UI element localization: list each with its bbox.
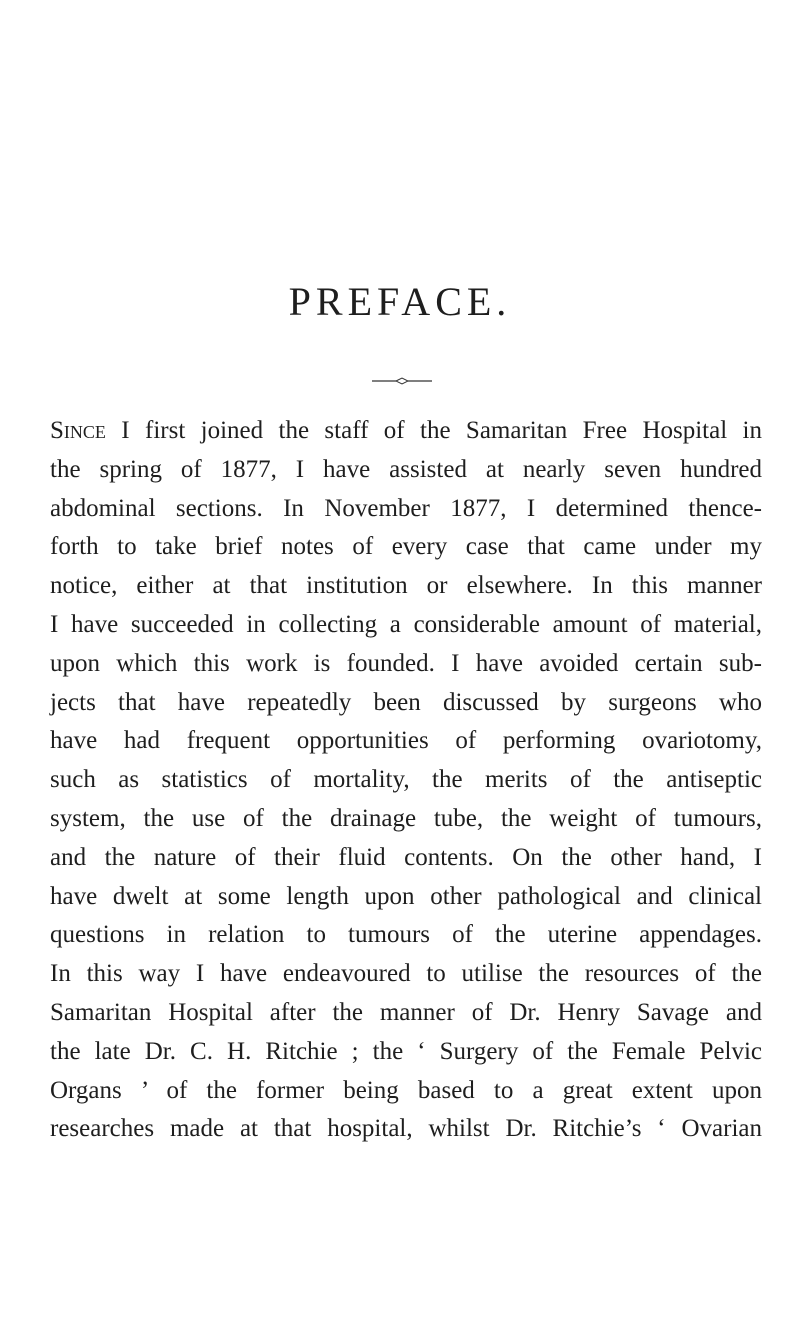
text-line: have had frequent opportunities of performing ovariotomy, <box>50 727 762 755</box>
text-line: such as statistics of mortality, the merits of the antiseptic <box>50 766 762 794</box>
text-line: Organs ’ of the former being based to a great extent upon <box>50 1076 762 1104</box>
text-line: notice, either at that institution or elsewhere. In this manner <box>50 572 762 600</box>
text-line: the late Dr. C. H. Ritchie ; the ‘ Surgery of the Female Pelvic <box>50 1037 762 1065</box>
text-line: the spring of 1877, I have assisted at nearly seven hundred <box>50 455 762 483</box>
preface-paragraph <box>50 412 762 1149</box>
page-heading: PREFACE. <box>288 279 512 324</box>
text-line: and the nature of their fluid contents. On the other hand, I <box>50 843 762 871</box>
text-line: have dwelt at some length upon other pathological and clinical <box>50 882 762 910</box>
ornament-divider <box>372 376 432 386</box>
text-line: I have succeeded in collecting a considerable amount of material, <box>50 610 762 638</box>
text-line: abdominal sections. In November 1877, I determined thence- <box>50 494 762 522</box>
text-line: system, the use of the drainage tube, the weight of tumours, <box>50 804 762 832</box>
text-line: Samaritan Hospital after the manner of Dr. Henry Savage and <box>50 998 762 1026</box>
text-line: questions in relation to tumours of the uterine appendages. <box>50 921 762 949</box>
text-line: Since I first joined the staff of the Samaritan Free Hospital in <box>50 417 762 444</box>
text-line: jects that have repeatedly been discussed by surgeons who <box>50 688 762 716</box>
text-line: upon which this work is founded. I have avoided certain sub- <box>50 649 762 677</box>
text-line: In this way I have endeavoured to utilise the resources of the <box>50 960 762 988</box>
text-line: forth to take brief notes of every case that came under my <box>50 533 762 561</box>
text-line: researches made at that hospital, whilst Dr. Ritchie’s ‘ Ovarian <box>50 1115 762 1143</box>
